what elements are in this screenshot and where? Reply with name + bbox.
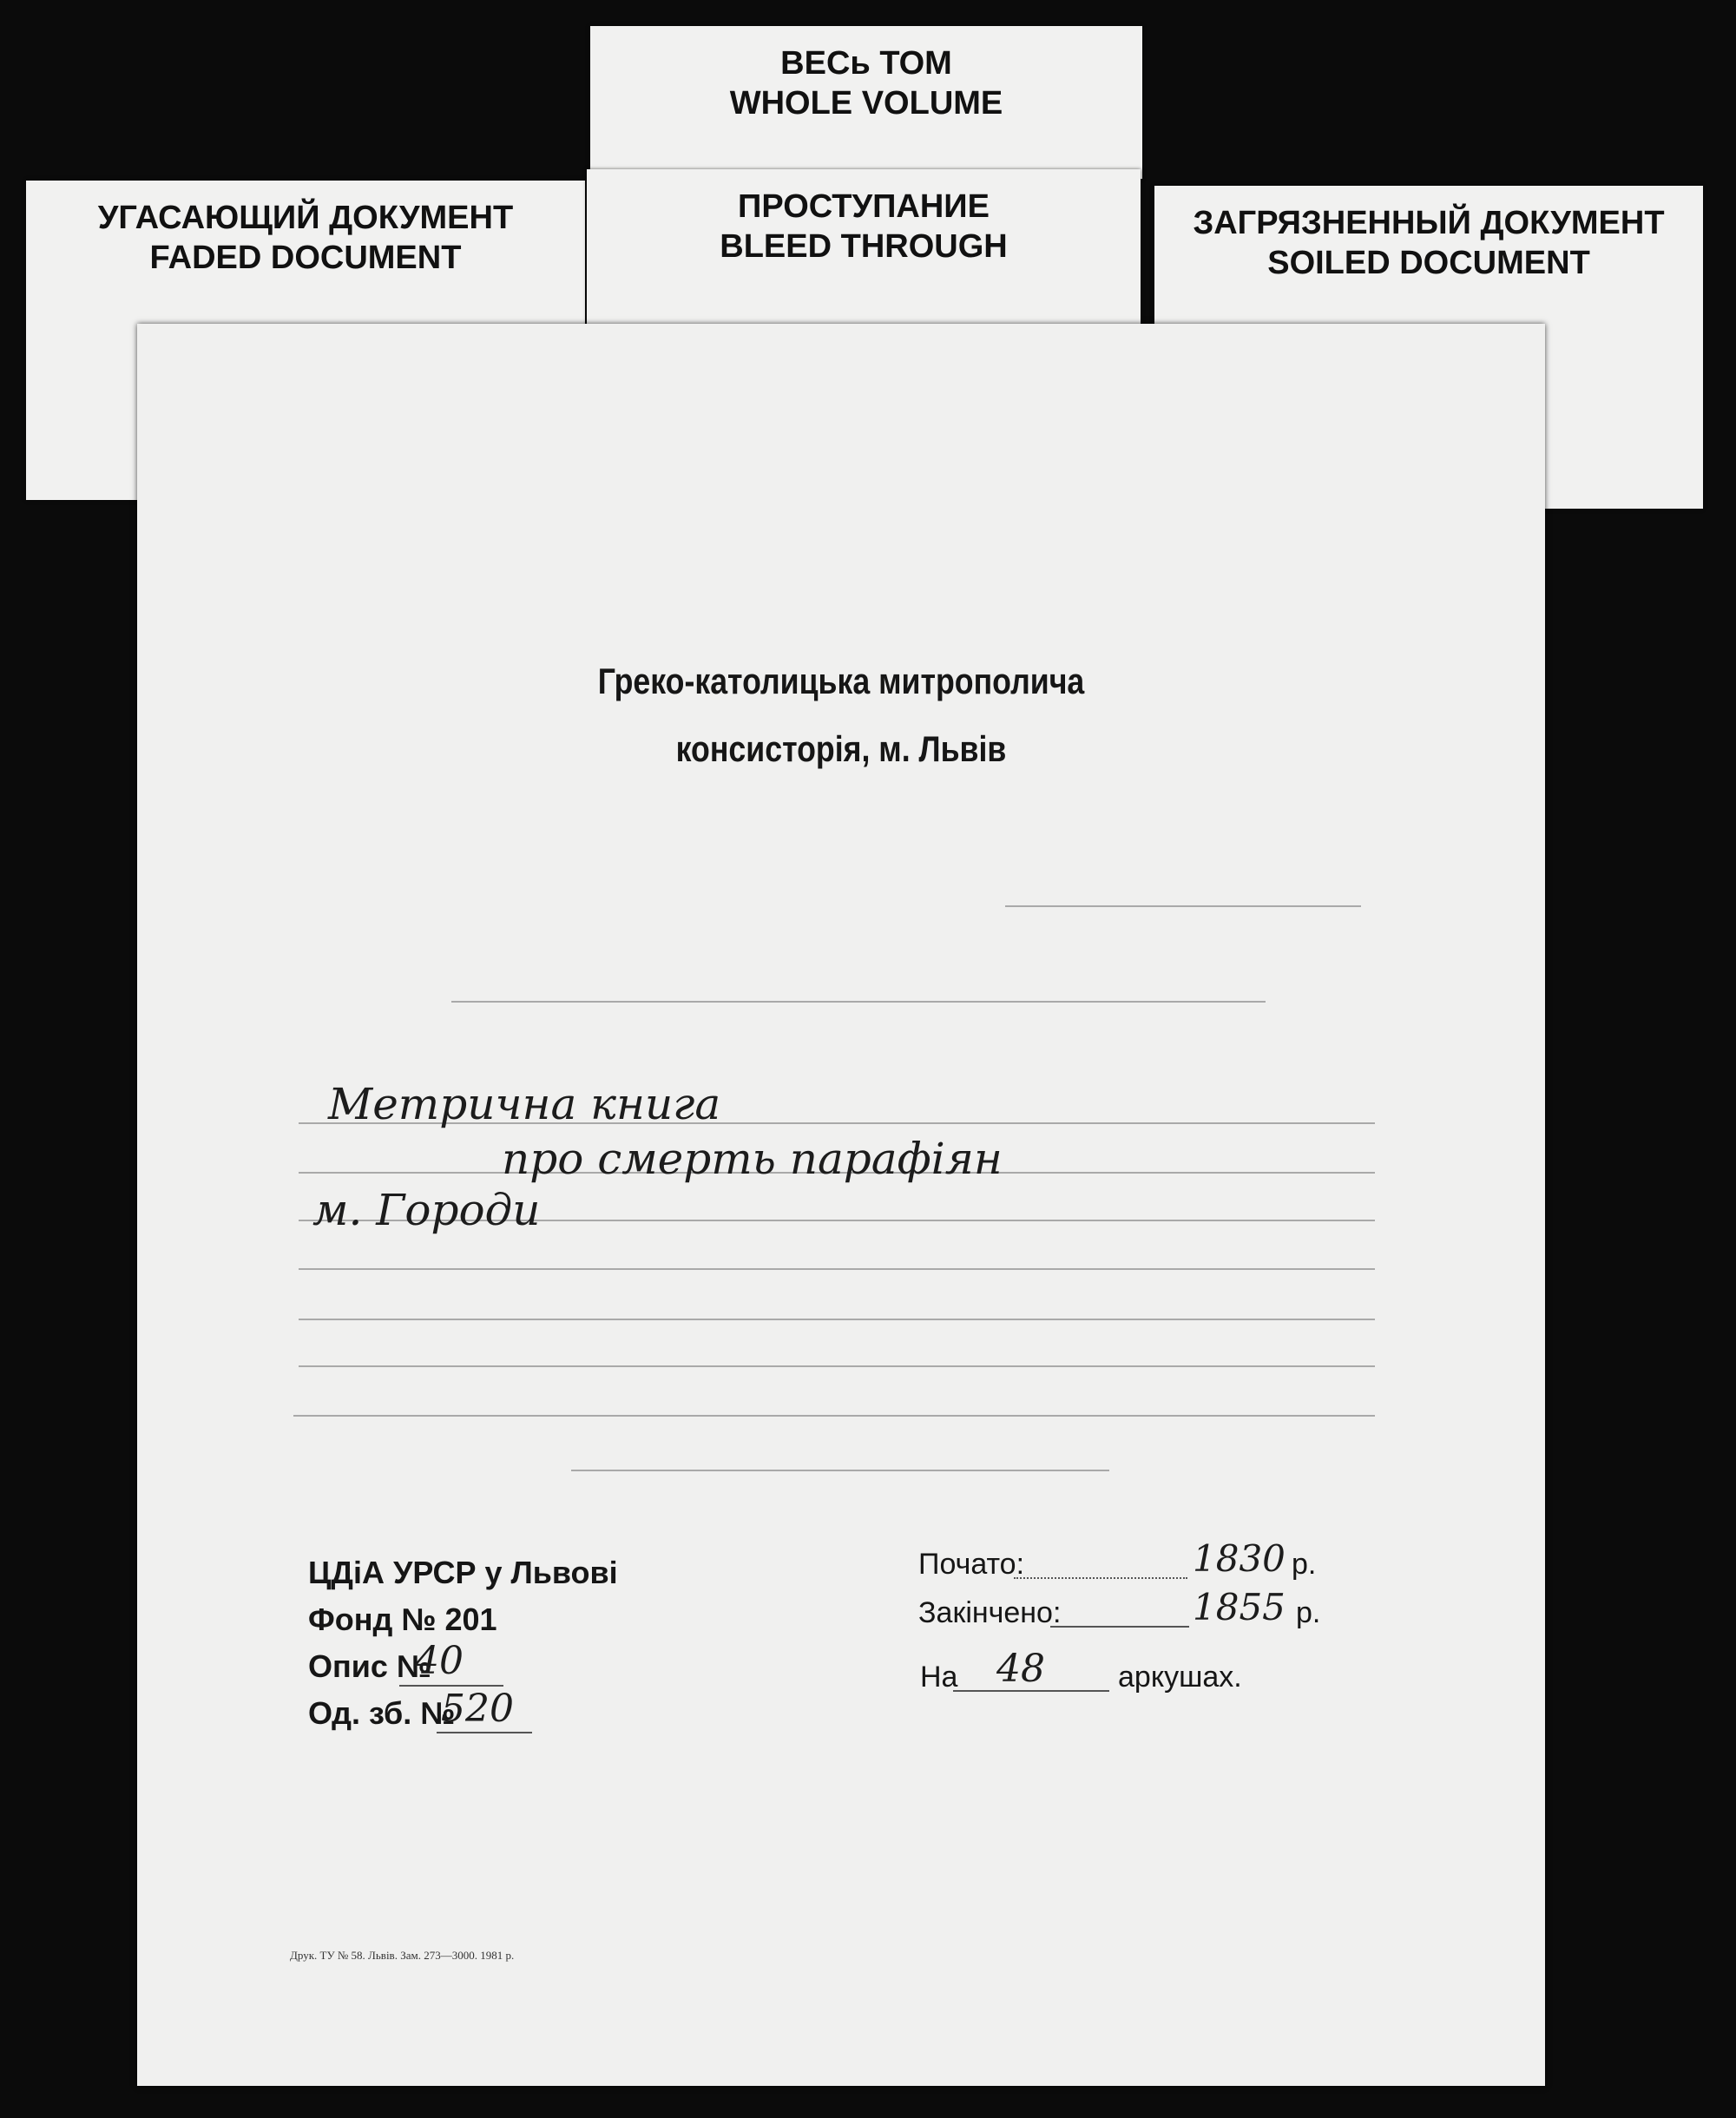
ended-year: 1855	[1193, 1586, 1286, 1628]
ended-underline	[1050, 1626, 1189, 1628]
whole-volume-label-card	[590, 26, 1142, 179]
soiled-document-label-en: SOILED DOCUMENT	[1267, 245, 1590, 281]
faded-document-label-ru: УГАСАЮЩИЙ ДОКУМЕНТ	[97, 200, 514, 236]
ended-year-suffix: р.	[1296, 1596, 1321, 1629]
started-label: Почато:	[918, 1548, 1025, 1581]
started-underline	[1014, 1577, 1187, 1579]
rule-line	[293, 1415, 1375, 1417]
rule-line	[571, 1470, 1109, 1471]
archive-folder-cover	[137, 324, 1545, 2086]
od-zb-underline	[437, 1732, 532, 1733]
ended-label: Закінчено:	[918, 1596, 1062, 1629]
opys-label: Опис №	[308, 1648, 432, 1684]
handwritten-title-line3: м. Городи	[312, 1185, 541, 1235]
rule-line	[1005, 905, 1361, 907]
started-year-suffix: р.	[1292, 1548, 1317, 1581]
od-zb-label: Од. зб. №	[308, 1695, 456, 1731]
whole-volume-label-en: WHOLE VOLUME	[729, 85, 1003, 122]
fond-number: Фонд № 201	[308, 1602, 497, 1637]
sheets-count: 48	[996, 1647, 1045, 1691]
bleed-through-label-card	[587, 169, 1141, 343]
rule-line	[299, 1365, 1375, 1367]
rule-line	[451, 1001, 1266, 1003]
sheets-suffix: аркушах.	[1118, 1661, 1242, 1694]
sheets-prefix: На	[920, 1661, 958, 1694]
faded-document-label-en: FADED DOCUMENT	[149, 240, 462, 276]
whole-volume-label-ru: ВЕСь ТОМ	[780, 45, 952, 82]
opys-value: 40	[415, 1639, 464, 1683]
bleed-through-label-ru: ПРОСТУПАНИЕ	[738, 188, 990, 225]
bleed-through-label-en: BLEED THROUGH	[720, 228, 1008, 265]
printer-note: Друк. ТУ № 58. Львів. Зам. 273—3000. 1981 р.	[290, 1949, 515, 1962]
soiled-document-label-ru: ЗАГРЯЗНЕННЫЙ ДОКУМЕНТ	[1193, 205, 1665, 241]
started-year: 1830	[1193, 1537, 1286, 1580]
consistory-header-line1: Греко-католицька митрополича	[597, 661, 1085, 701]
od-zb-value: 520	[441, 1687, 514, 1731]
archive-institution: ЦДіА УРСР у Львові	[308, 1555, 618, 1590]
handwritten-title-line1: Метрична книга	[328, 1079, 721, 1129]
handwritten-title-line2: про смерть парафіян	[502, 1134, 1003, 1184]
rule-line	[299, 1268, 1375, 1270]
consistory-header-line2: консисторія, м. Львів	[675, 728, 1007, 769]
rule-line	[299, 1319, 1375, 1320]
